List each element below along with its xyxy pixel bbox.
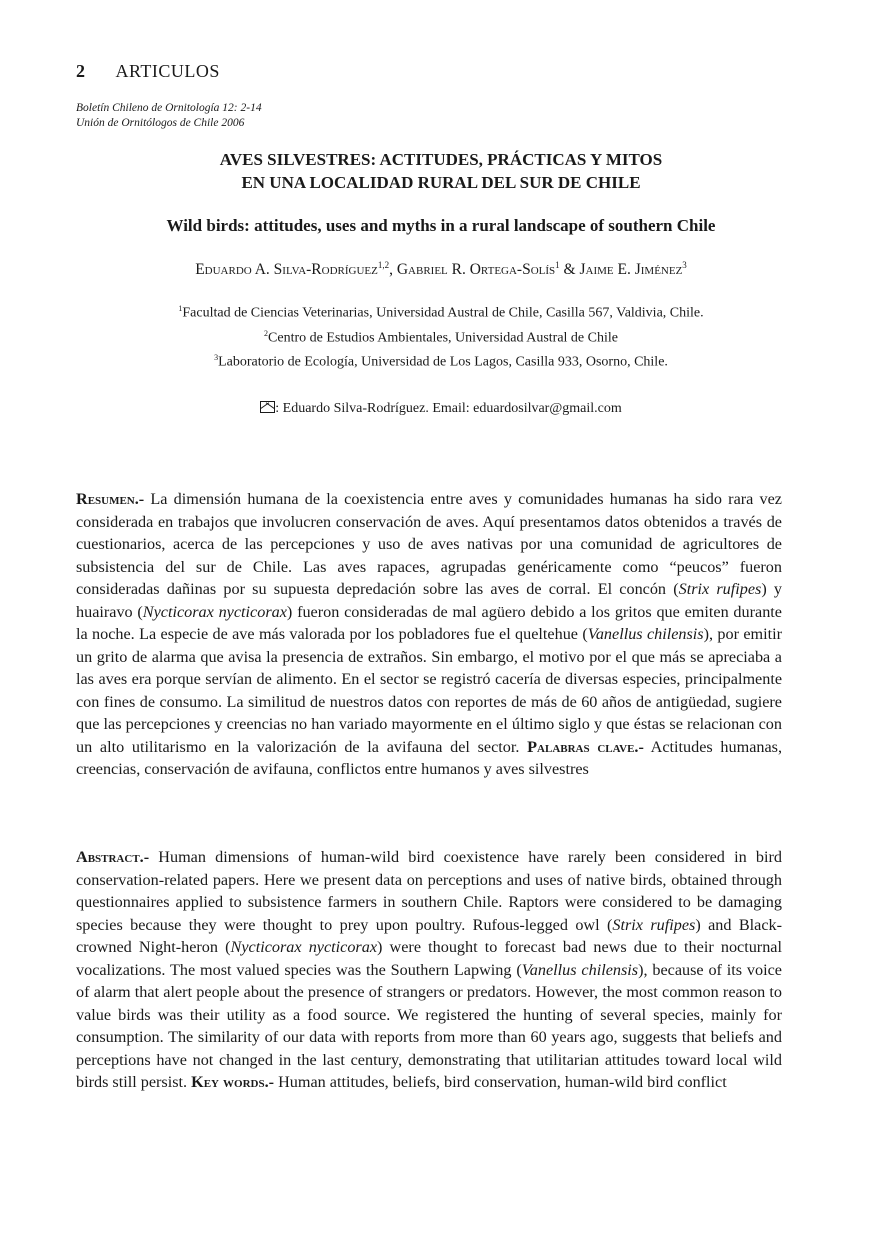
author-separator: &	[559, 261, 580, 279]
abstract-text: Human dimensions of human-wild bird coexistence have rarely been considered in bird conservation-related papers. Here we present data on perceptions and uses of native birds, obtained through questionnaires applied to subsistence farmers in southern Chile. Raptors were considered to be damaging species because they were thought to prey upon poultry. Rufous-legged owl (	[76, 848, 782, 934]
author-1-affil: 1,2	[377, 260, 390, 270]
species-name: Strix rufipes	[678, 580, 762, 598]
species-name: Nycticorax nycticorax	[142, 602, 287, 621]
affiliation-number: 3	[214, 353, 219, 363]
species-name: Vanellus chilensis	[521, 960, 639, 979]
affiliation-number: 2	[264, 328, 269, 338]
english-title: Wild birds: attitudes, uses and myths in a rural landscape of southern Chile	[166, 216, 716, 235]
species-name: Strix rufipes	[612, 915, 696, 934]
resumen-text: La dimensión humana de la coexistencia entre aves y comunidades humanas ha sido rara vez considerada en trabajos que involucren conservación de aves. Aquí presentamos datos obtenidos a través de cuestionarios, acerca de las percepciones y uso de aves nativas por una comunidad de agricultores de subsistencia del sur de Chile. Las aves rapaces, agrupadas genéricamente como “peucos” fueron consideradas dañinas por su supuesta depredación sobre las aves de corral. El concón (	[76, 490, 782, 598]
running-header	[76, 61, 220, 82]
author-list	[76, 260, 806, 279]
keywords-text: Actitudes humanas, creencias, conservación de avifauna, conflictos entre humanos y aves silvestres	[76, 737, 783, 778]
abstract-label: Abstract.-	[76, 848, 150, 866]
species-name: Nycticorax nycticorax	[230, 938, 378, 956]
title-line-2: EN UNA LOCALIDAD RURAL DEL SUR DE CHILE	[241, 173, 641, 192]
affiliation-text: Centro de Estudios Ambientales, Universidad Austral de Chile	[268, 330, 618, 346]
author-3-affil: 3	[682, 260, 687, 270]
resumen-text: ) y huairavo (	[76, 580, 783, 621]
affiliation-2	[76, 324, 806, 349]
contact-text: : Eduardo Silva-Rodríguez. Email: eduardosilvar@gmail.com	[275, 401, 622, 416]
affiliation-1	[76, 299, 806, 324]
title-line-1: AVES SILVESTRES: ACTITUDES, PRÁCTICAS Y MITOS	[219, 150, 663, 169]
affiliation-3	[76, 348, 806, 373]
corresponding-author	[76, 401, 806, 417]
journal-citation	[76, 101, 262, 131]
keywords-text: Human attitudes, beliefs, bird conservation, human-wild bird conflict	[274, 1073, 727, 1091]
article-title	[76, 148, 806, 194]
author-separator: ,	[389, 261, 397, 279]
affiliations	[76, 299, 806, 373]
resumen-label: Resumen.-	[76, 490, 145, 508]
keywords-label: Palabras clave.-	[527, 737, 644, 756]
abstract-text: ) and Black-crowned Night-heron (	[76, 915, 782, 956]
journal-line-1: Boletín Chileno de Ornitología 12: 2-14	[76, 102, 262, 114]
resumen-text: ), por emitir un grito de alarma que avisa la presencia de extraños. Sin embargo, el motivo por el que más se apreciaba a las aves era porque servían de alimento. En el sector se registró cacería de diversas especies, principalmente con fines de consumo. La similitud de nuestros datos con reportes de más de 60 años de antigüedad, sugiere que las percepciones y creencias no han variado mayormente en el último siglo y que éstas se relacionan con un alto utilitarismo en la valorización de la avifauna del sector.	[76, 625, 782, 756]
affiliation-number: 1	[178, 304, 183, 313]
author-2: Gabriel R. Ortega-Solís	[396, 261, 556, 279]
abstract-text: ), because of its voice of alarm that alert people about the presence of strangers or predators. However, the most common reason to value birds was their utility as a food source. We registered the hunting of several species, mainly for consumption. The similarity of our data with reports from more than 60 years ago, suggests that beliefs and perceptions have not changed in the last century, demonstrating that utilitarian attitudes toward local wild birds still persist.	[76, 960, 782, 1091]
resumen-paragraph	[76, 488, 782, 781]
abstract-paragraph	[76, 846, 782, 1094]
keywords-label: Key words.-	[191, 1073, 275, 1091]
abstract-text: ) were thought to forecast bad news due to their nocturnal vocalizations. The most valued species was the Southern Lapwing (	[76, 938, 782, 979]
affiliation-text: Facultad de Ciencias Veterinarias, Universidad Austral de Chile, Casilla 567, Valdivia, Chile.	[182, 305, 704, 321]
author-2-affil: 1	[555, 260, 560, 270]
journal-line-2: Unión de Ornitólogos de Chile 2006	[76, 117, 245, 129]
page-number: 2	[76, 61, 86, 81]
author-3: Jaime E. Jiménez	[579, 261, 683, 279]
author-1: Eduardo A. Silva-Rodríguez	[195, 261, 378, 279]
species-name: Vanellus chilensis	[587, 625, 704, 643]
affiliation-text: Laboratorio de Ecología, Universidad de Los Lagos, Casilla 933, Osorno, Chile.	[218, 354, 668, 370]
resumen-text: ) fueron consideradas de mal agüero debido a los gritos que emiten durante la noche. La especie de ave más valorada por los pobladores fue el queltehue (	[76, 602, 782, 643]
section-name: ARTICULOS	[115, 61, 220, 81]
envelope-icon	[260, 401, 275, 413]
